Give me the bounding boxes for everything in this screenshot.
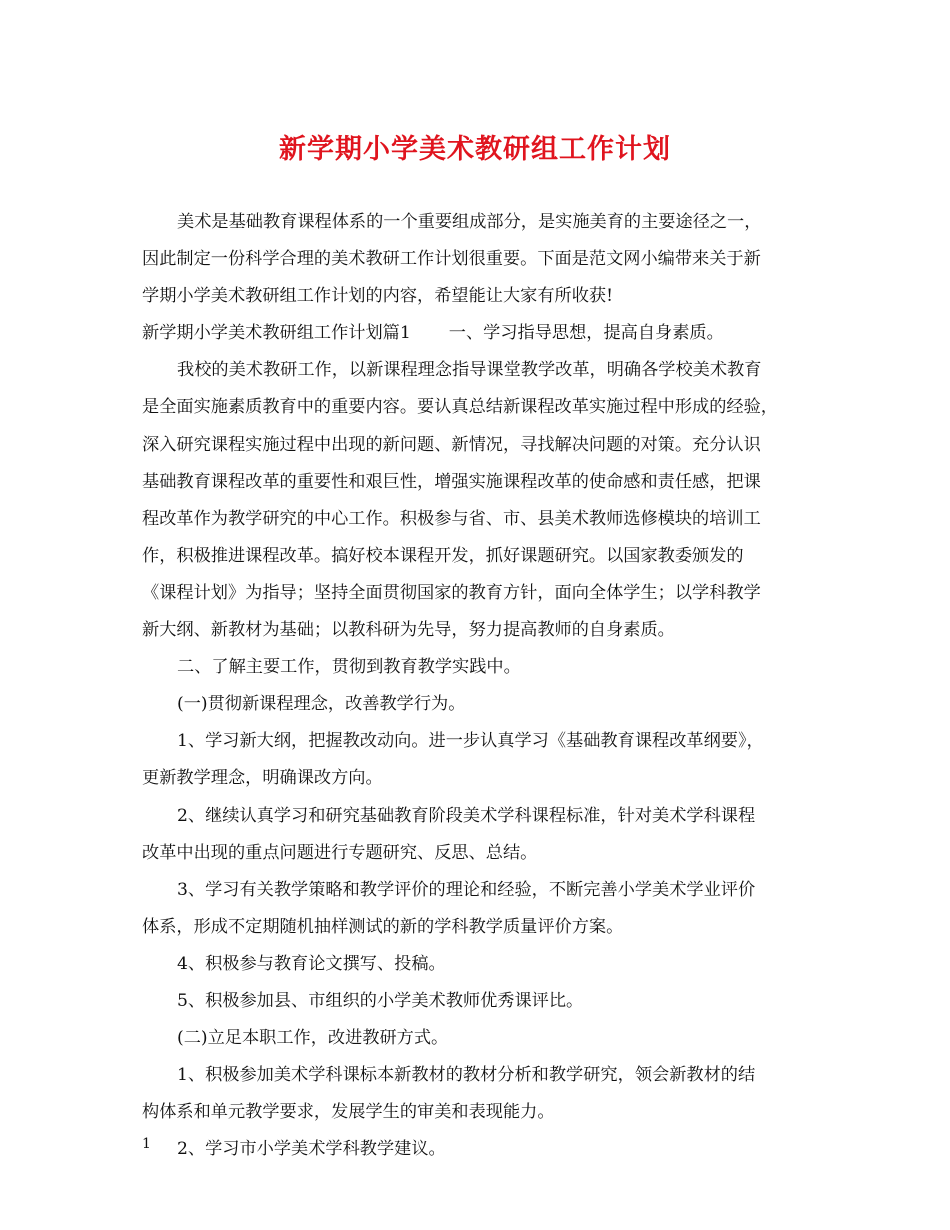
text-line: 构体系和单元教学要求，发展学生的审美和表现能力。 [142,1102,555,1123]
text-line: 作，积极推进课程改革。搞好校本课程开发，抓好课题研究。以国家教委颁发的 [142,545,744,566]
text-line: 体系，形成不定期随机抽样测试的新的学科教学质量评价方案。 [142,916,624,937]
text-line: (一)贯彻新课程理念，改善教学行为。 [177,694,466,715]
page-number: 1 [142,1136,151,1152]
text-line: 《课程计划》为指导；坚持全面贯彻国家的教育方针，面向全体学生；以学科教学 [142,582,761,603]
text-line: 学期小学美术教研组工作计划的内容，希望能让大家有所收获! [142,286,613,307]
text-line: 2、继续认真学习和研究基础教育阶段美术学科课程标准，针对美术学科课程 [177,805,756,826]
text-line: 新大纲、新教材为基础；以教科研为先导，努力提高教师的自身素质。 [142,620,675,641]
text-line: 程改革作为教学研究的中心工作。积极参与省、市、县美术教师选修模块的培训工 [142,508,761,529]
text-line: 因此制定一份科学合理的美术教研工作计划很重要。下面是范文网小编带来关于新 [142,249,761,270]
text-line-heading [142,315,832,352]
text-line: 改革中出现的重点问题进行专题研究、反思、总结。 [142,842,538,863]
document-body [142,204,832,1168]
document-title: 新学期小学美术教研组工作计划 [279,134,671,165]
text-line: 二、了解主要工作，贯彻到教育教学实践中。 [177,657,521,678]
text-line: 更新教学理念，明确课改方向。 [142,768,383,789]
text-line: 4、积极参与教育论文撰写、投稿。 [177,953,446,974]
section-heading: 新学期小学美术教研组工作计划篇1 [142,323,411,344]
text-line: 基础教育课程改革的重要性和艰巨性，增强实施课程改革的使命感和责任感，把课 [142,471,761,492]
text-line: 深入研究课程实施过程中出现的新问题、新情况，寻找解决问题的对策。充分认识 [142,434,761,455]
text-line: 1、积极参加美术学科课标本新教材的教材分析和教学研究，领会新教材的结 [177,1065,756,1086]
text-line: (二)立足本职工作，改进教研方式。 [177,1028,449,1049]
text-line: 2、学习市小学美术学科教学建议。 [177,1139,446,1160]
text-line: 是全面实施素质教育中的重要内容。要认真总结新课程改革实施过程中形成的经验， [142,397,778,418]
subsection-heading: 一、学习指导思想，提高自身素质。 [448,323,724,344]
text-line: 1、学习新大纲，把握教改动向。进一步认真学习《基础教育课程改革纲要》， [177,731,764,752]
text-line: 我校的美术教研工作，以新课程理念指导课堂教学改革，明确各学校美术教育 [177,360,762,381]
text-line: 3、学习有关教学策略和教学评价的理论和经验，不断完善小学美术学业评价 [177,879,756,900]
text-line: 美术是基础教育课程体系的一个重要组成部分，是实施美育的主要途径之一， [177,212,762,232]
text-line: 5、积极参加县、市组织的小学美术教师优秀课评比。 [177,990,584,1011]
